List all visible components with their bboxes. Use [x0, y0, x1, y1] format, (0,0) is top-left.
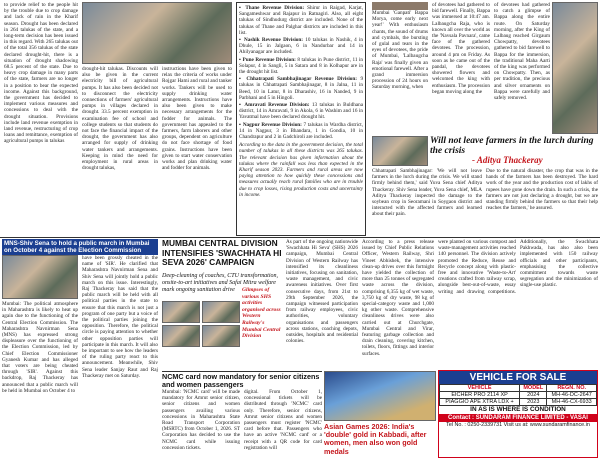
vehicle-table-cell: MH-46-DC-2647: [547, 392, 597, 399]
box-item-text: 10 talukas in Nashik, 4 in Dhule, 15 in Jalgaon, 6 in Nandurbar and 14 in Ahilyanagar are included.: [239, 37, 363, 56]
farmers-article: [372, 136, 598, 236]
box-item: ▪ Nashik Revenue Division: 10 talukas in Nashik, 4 in Dhule, 15 in Jalgaon, 6 in Nandurbar and 14 in Ahilyanagar are included.: [239, 37, 363, 56]
box-item: ▪ Thane Revenue Division: Shirur in Raigad, Karjat, Sangameshwar and Rajapur in Ratnagiri. Also, all eight talukas of Sindhudurg district are included. None of the talukas of Thane and Palghar districts are included in this list.: [239, 5, 363, 36]
swachhata-sub: Deep-cleaning of coaches, CTU transformation, onsite-to-art initiatives and Safai Mitra welfare mark ongoing sanitation drive: [162, 273, 278, 293]
box-note: According to the data in the government decision, the total number of talukas in all these districts was 265 talukas. The relevant decision has given information about the talukas where the rainfall was less than expected in the Kharif season 2023. Farmers and rural areas are now paying attention to how quickly these concessions and measures actually reach rural families who are in trouble due to crop losses, rising production costs and uncertainty in income.: [239, 142, 363, 198]
mns-article: [2, 239, 158, 460]
mns-col1: Mumbai: The political atmosphere in Maharashtra is likely to heat up again due to the functioning of the Central Election Commission. The Maharashtra Navnirman Sena (MNS) has expressed strong displeasure over the functioning of the Election Commission, led by Chief Election Commissioner Gyanesh Kumar and has alleged that voters are being cheated through 'SIR'. Against this backdrop, Raj Thackeray has announced that a public march will be held in Mumbai on October 4 to: [2, 301, 78, 394]
vehicle-table-cell: 2023: [520, 399, 547, 406]
swachhata-headline: MUMBAI CENTRAL DIVISION INTENSIFIES 'SWACHHATA HI SEVA 2026' CAMPAIGN: [162, 239, 282, 267]
swachhata-col1: As part of the ongoing nationwide 'Swachhata Hi Seva' (SHS) 2026 campaign, Mumbai Central Division of Western Railway has intensified its cleanliness initiatives, focusing on sanitation, waste management, and civic awareness initiatives. Over first consecutive days, from 21st to 29th September 2026, the campaign witnessed participation from railway employees, civic authorities, voluntary organisations and passengers across stations, coaching depots, outsides, hospitals and residential colonies.: [286, 239, 358, 345]
box-item-text: 8 talukas in Pune district, 11 in Solapur, 4 in Sangli, 5 in Satara and 8 in Kolhapur are in the drought hit list.: [239, 56, 364, 76]
vehicle-ad-title: VEHICLE FOR SALE: [439, 371, 597, 384]
vehicle-table-header: REGN. NO.: [547, 385, 597, 392]
kabaddi-photo: [324, 371, 436, 421]
farmers-byline: - Aditya Thackeray: [472, 155, 543, 165]
vehicle-table-row: [440, 399, 597, 406]
article-col3-top: instructions have been given to relax the criteria of works under Rojgar Hami and rural and tanker works. Tankers will be used to supply drinking water arrangements. Instructions have also been given to make necessary arrangements for the fodder for animals. The government has appealed to the farmers, farm laborers and other groups, dependent on agriculture do not face shortage of food grains. Instructions have been given to start water conservation works and plan drinking water and fodder for animals.: [162, 66, 232, 172]
top-news-photo: [82, 2, 232, 64]
farmers-col2: Due to the natural disaster, the crop that was in the hands of the farmers has been destroyed. The hard work of the year and the production cost of lakhs of rupees have gone down the drain. In such a crisis, the farmers are not just declaring a drought, but we are standing firmly behind the farmers so that their help reaches the farmers,' he assured.: [486, 168, 598, 212]
article-col7-top: of devotees had gathered to catch a glimpse of Bappa along the entire route. On Saturday morning, after the King of Lalbaug reached Girgaum Chowpatty, devotees gathered to bid farewell to Bappa for the immersion, the traditional Maha Aarti of the king was performed on Chowpatty. Then, as per tradition, the precious and silver ornaments on Bappa were carefully and safely removed.: [494, 2, 550, 102]
asian-games-article: [324, 371, 436, 460]
box-item-label: Chhatrapati Sambhajinagar Revenue Division:: [246, 76, 358, 83]
swachhata-photo-4: [202, 325, 240, 347]
lalbaug-photo-2: [372, 2, 428, 10]
mns-headline: MNS-Shiv Sena to hold a public march in Mumbai on October 4 against the Election Commission: [2, 239, 158, 255]
farmers-col1: Chhatrapati Sambhajinagar: 'We will not leave farmers in the lurch during the crisis. We will stand firmly behind them,' said Yuva Sena chief Aditya Thackeray. Shiv Sena leader, Yuva Sena chief, MLA Aditya Thackeray inspected the damage to the soybean crop in Seoramani in Soygaon district and interacted with the affected farmers and learned about their pain.: [372, 168, 482, 218]
vehicle-table-cell: EICHER PRO 2114 XP: [440, 392, 520, 399]
vehicle-table-row: [440, 392, 597, 399]
vehicle-sale-ad: [438, 370, 598, 458]
thackeray-photo: [372, 136, 428, 166]
vehicle-condition: IN AS IS WHERE IS CONDITION: [470, 406, 566, 413]
box-item: ▪ Nagpur Revenue Division: 7 talukas in Wardha district, 14 in Nagpur, 3 in Bhandara, 1 in Gondia, 10 in Chandrapur and 2 in Gadchiroli are included.: [239, 121, 364, 141]
swachhata-photo-3: [162, 325, 200, 347]
lalbaug-photo: [552, 2, 598, 134]
drought-districts-box: [236, 2, 366, 236]
box-item-text: 9 talukas in Chhatrapati Sambhajinagar, 8 in Jalna, 11 in Beed, 10 in Latur, 8 in Dharashiv, 16 in Nanded, 9 in Parbhani and 5 in Hingoli.: [239, 76, 364, 101]
box-items: [239, 5, 363, 140]
mns-col2: have been grossly cheated in the name of 'SIR'. He clarified that Maharashtra Navnirman Sena and Shiv Sena will jointly hold a public march on this issue. Interestingly, Raj Thackeray has said that the public march will be held with all political parties in the state to ensure that this march is not just a program of one party but a voice of the political parties joining the opposition. Therefore, the political circle is paying attention to whether other opposition parties will participate in this march. It will also be important to see how the leaders of the ruling party react to this announcement. Meanwhile, Shiv Sena leader Sanjay Raut and Raj Thackeray met on Saturday.: [82, 255, 158, 379]
box-item: ▪ Amravati Revenue Division: 13 talukas in Buldhana district, 14 in Amravati, 9 in Akola, 6 in Washim and 16 in Yavatmal have been declared drought hit.: [239, 102, 363, 121]
asian-games-headline: Asian Games 2026: India's 'double' gold in Kabbadi, after women, men also won gold medals: [324, 422, 427, 456]
ncmc-headline: NCMC card now mandatory for senior citizens and women passengers: [162, 371, 322, 389]
swachhata-col2: According to a press release issued by Chief Public Relations Officer, Western Railway, Shri Vineet Abhishek, the intensive clean-up drives over this fortnight have yielded the collection of more than 25 tonnes of segregated waste across the division, comprising 6,355 kg of wet waste, 3,750 kg of dry waste, 98 kg of special-category waste and 1,000 kg other waste. Comprehensive cleanliness drives were also carried out at Churchgate, Mumbai Central and Virar, featuring garbage collection and drain cleaning, covering kitchen, toilets, floors, fittings and interior surfaces.: [362, 239, 434, 357]
ncmc-col1: Mumbai: 'NCMC card' will be made mandatory for Amrut senior citizen, senior citizens and women passengers availing various concessions in Maharashtra State Road Transport Corporation (MSRTC) from October 1, 2026. ST Corporation has decided to use the NCMC card while issuing concession tickets.: [162, 389, 240, 451]
box-item-text: 7 talukas in Wardha district, 14 in Nagpur, 3 in Bhandara, 1 in Gondia, 10 in Chandrapur and 2 in Gadchiroli are included.: [239, 121, 364, 141]
mns-photo: [2, 255, 78, 299]
article-col2-top: drought-hit talukas. Discounts will also be given in the current electricity bill of agricultural pumps. It has also been decided not to disconnect the electricity connections of farmers' agricultural pumps in villages declared in drought. 33.5 percent exemption in examination fee of school and college students so that students do not face the financial impact of the drought, the government has also arranged for supply of drinking water tankers and arrangements. Keeping in mind the need for employment in rural areas in drought talukas,: [82, 66, 158, 172]
farmers-headline: Will not leave farmers in the lurch during the crisis: [430, 136, 594, 156]
vehicle-table-header: MODEL: [520, 385, 547, 392]
box-item-label: Amravati Revenue Division:: [244, 102, 310, 109]
vehicle-contact: Contact : SUNDARAM FINANCE LIMITED - VASAI: [439, 414, 597, 422]
box-item-label: Pune Revenue Division:: [242, 56, 296, 63]
ncmc-article: [162, 371, 322, 460]
vehicle-table-cell: PIAGGIO APE XTRA LDX +: [440, 399, 520, 406]
vehicle-tel: Tel No. : 0250-2339731 Visit us at: www.sundaramfinance.in: [446, 422, 590, 428]
article-col1-top: to provide relief to the people hit by the trouble due to crop damage and lack of rain in the Kharif season. Drought has been declared in 264 talukas of the state, and a long-term decision has been issued in this regard. With 265 talukas out of the total 356 talukas of the state declared drought-hit, there is a situation of drought shadowing 68.5 percent of the state. Due to heavy crop damage in many parts of the state, farmers are no longer in a position to bear the expected income. Against this background, the government has decided to implement various measures and concessions to deal with the drought situation. Provisions include land revenue exemption in land revenue, restructuring of crop loans and remittance, exemption of agricultural pumps in talukas: [4, 2, 78, 145]
vehicle-table-cell: 2024: [520, 392, 547, 399]
rightcol-text: were planted on various compost and waste-management activities reached 140 personnel. The division actively promoted the Reduce, Reuse and Recycle concept along with plastic-free and innovative 'Waste-to-Art' creations crafted from railway scrap, alongside best-out-of-waste, essay writing and drawing competitions. Additionally, the Swachhata Pakhwada, has also also been implemented with 150 railway officials and other participants, emphasising the collective commitment towards waste segregation and the minimization of single-use plastic.: [438, 239, 598, 295]
vehicle-table: [439, 384, 597, 406]
swachhata-photo-1: [162, 301, 200, 323]
ncmc-col2: digital. From October 1, concessional tickets will be distributed through 'NCMC' card only. Therefore, senior citizens, Amrut senior citizens and women passengers must register 'NCMC' card before that. Passengers who have an active 'NCMC card' or a receipt with a QR code for card registration will: [244, 389, 322, 451]
vehicle-table-cell: MH-46-CX-6933: [547, 399, 597, 406]
vehicle-table-header: VEHICLE: [440, 385, 520, 392]
swachhata-quote: Glimpses of various SHS activities organised across Western Railway's Mumbai Central Division: [242, 287, 281, 340]
article-col6-top: of devotees had gathered to bid farewell. Finally, Bappa was immersed at 10:47 am. Lalbaugcha Raja, who is known all over the world as the 'Navsala Pavnara', came face of the gathered devotees. The procession, around 4 pm on Friday. As soon as he came out of the pandal, the devotees showered flowers and welcomed the king with enthusiasm. The procession began moving along the: [432, 2, 490, 95]
box-item: ▪ Pune Revenue Division: 8 talukas in Pune district, 11 in Solapur, 4 in Sangli, 5 in Satara and 8 in Kolhapur are in the drought hit list.: [239, 56, 364, 76]
box-item: ▪ Chhatrapati Sambhajinagar Revenue Division: 9 talukas in Chhatrapati Sambhajinagar, 8 in Jalna, 11 in Beed, 10 in Latur, 8 in Dharashiv, 16 in Nanded, 9 in Parbhani and 5 in Hingoli.: [239, 76, 364, 101]
box-item-text: 13 talukas in Buldhana district, 14 in Amravati, 9 in Akola, 6 in Washim and 16 in Yavatmal have been declared drought hit.: [239, 102, 363, 121]
swachhata-article: [162, 239, 436, 460]
box-item-label: Nashik Revenue Division:: [244, 37, 303, 44]
box-item-text: Shirur in Raigad, Karjat, Sangameshwar and Rajapur in Ratnagiri. Also, all eight talukas of Sindhudurg district are included. None of the talukas of Thane and Palghar districts are included in this list.: [239, 5, 363, 36]
article-col5-top: Mumbai 'Ganpati' Bappa Morya, come early next year!' With enthusiasm chants, the sound of drums and cymbals, the bursting of gulal and tears in the eyes of devotees, the pride of Mumbai, 'Lalbaugcha Raja' was finally given an emotional farewell. After a grand immersion procession of 24 hours on Saturday morning, when: [372, 10, 428, 91]
box-item-label: Thane Revenue Division:: [245, 5, 305, 11]
swachhata-photo-2: [202, 301, 240, 323]
box-item-label: Nagpur Revenue Division:: [242, 121, 302, 128]
